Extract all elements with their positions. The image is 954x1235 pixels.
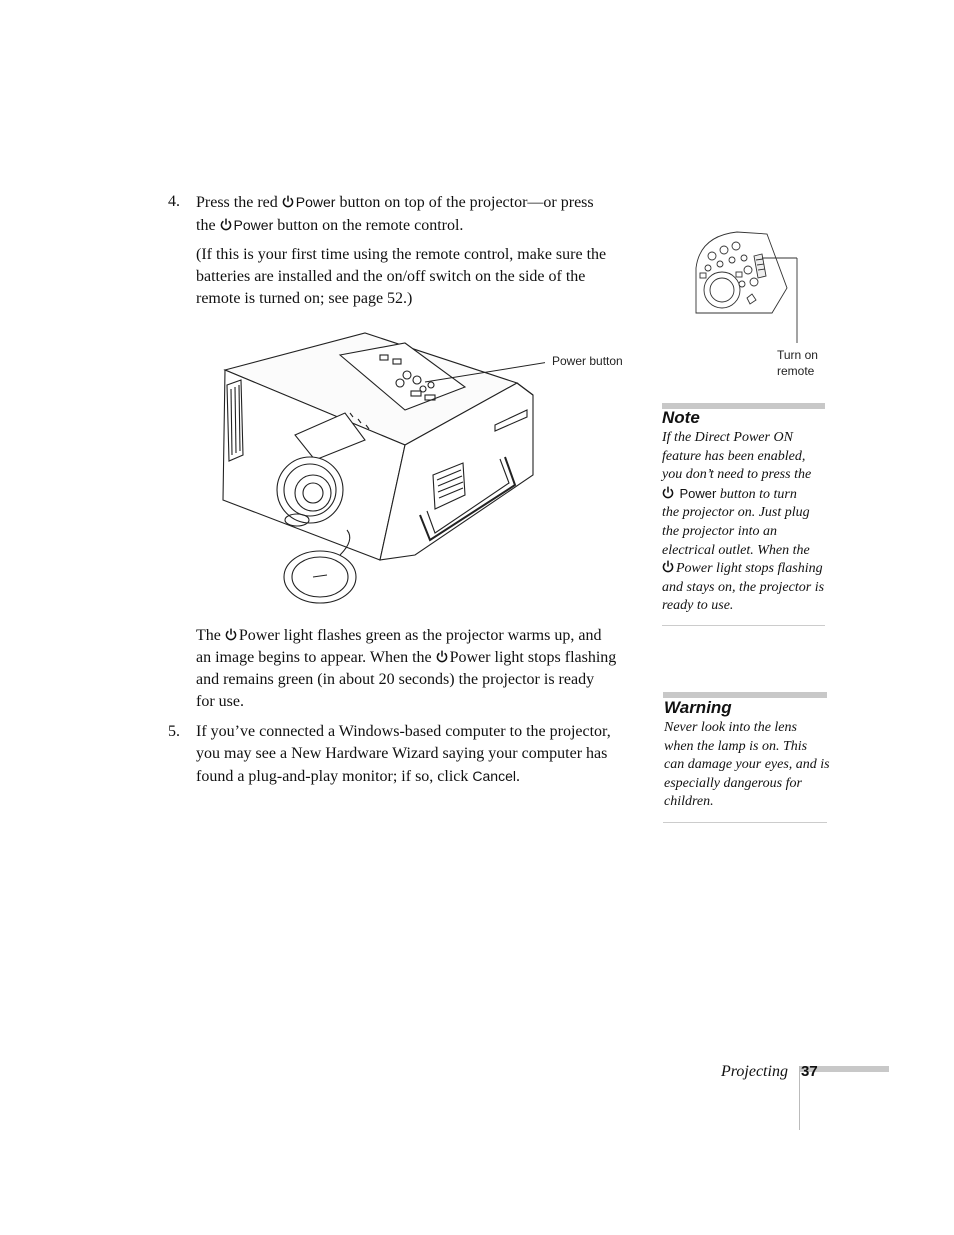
- power-icon: [220, 218, 232, 231]
- warning-bottom-rule: [663, 822, 827, 823]
- step-5-number: 5.: [168, 723, 180, 740]
- footer-vertical-rule: [799, 1066, 800, 1130]
- power-label: Power: [679, 485, 717, 501]
- power-icon: [662, 560, 674, 573]
- cancel-label: Cancel: [472, 768, 516, 784]
- power-icon: [436, 650, 448, 663]
- power-label: Power: [295, 194, 336, 210]
- note-heading: Note: [662, 408, 700, 427]
- page-number: 37: [801, 1063, 818, 1080]
- remote-paragraph: (If this is your first time using the remote control, make sure the batteries are installed and the on/off switch on the side of the remote is turned on; see page 52.): [196, 246, 607, 307]
- projector-illustration: [215, 325, 545, 610]
- power-label: Power: [233, 217, 274, 233]
- step-4-text: [196, 191, 636, 237]
- power-icon: [662, 486, 674, 499]
- warning-heading: Warning: [664, 698, 732, 717]
- step-5-text: If you’ve connected a Windows-based computer to the projector, you may see a New Hardware Wizard saying your computer has found a plug-and-play monitor; if so, click Cancel.: [196, 723, 611, 785]
- step-4-number: 4.: [168, 193, 180, 210]
- footer-section: Projecting: [721, 1063, 788, 1080]
- step-4-line-2: the Power button on the remote control.: [196, 217, 464, 234]
- note-text: If the Direct Power ON feature has been enabled, you don’t need to press the Power button to turn the projector on. Just plug the projector into an electrical outlet. When the Power light stops flashing and stays on, the projector is ready to use.: [662, 430, 825, 614]
- warning-text: Never look into the lens when the lamp is on. This can damage your eyes, and is especially dangerous for children.: [664, 720, 830, 810]
- power-icon: [225, 628, 237, 641]
- turn-on-remote-callout: Turn on remote: [777, 348, 818, 378]
- step-4-line-1: Press the red Power button on top of the projector—or press: [196, 194, 594, 211]
- light-paragraph: The Power light flashes green as the projector warms up, and an image begins to appear. When the Power light stops flashing and remains green (in about 20 seconds) the projector is ready for use.: [196, 627, 617, 710]
- remote-control-illustration: [692, 228, 827, 348]
- power-button-callout: Power button: [552, 354, 623, 368]
- note-bottom-rule: [662, 625, 825, 626]
- power-icon: [282, 195, 294, 208]
